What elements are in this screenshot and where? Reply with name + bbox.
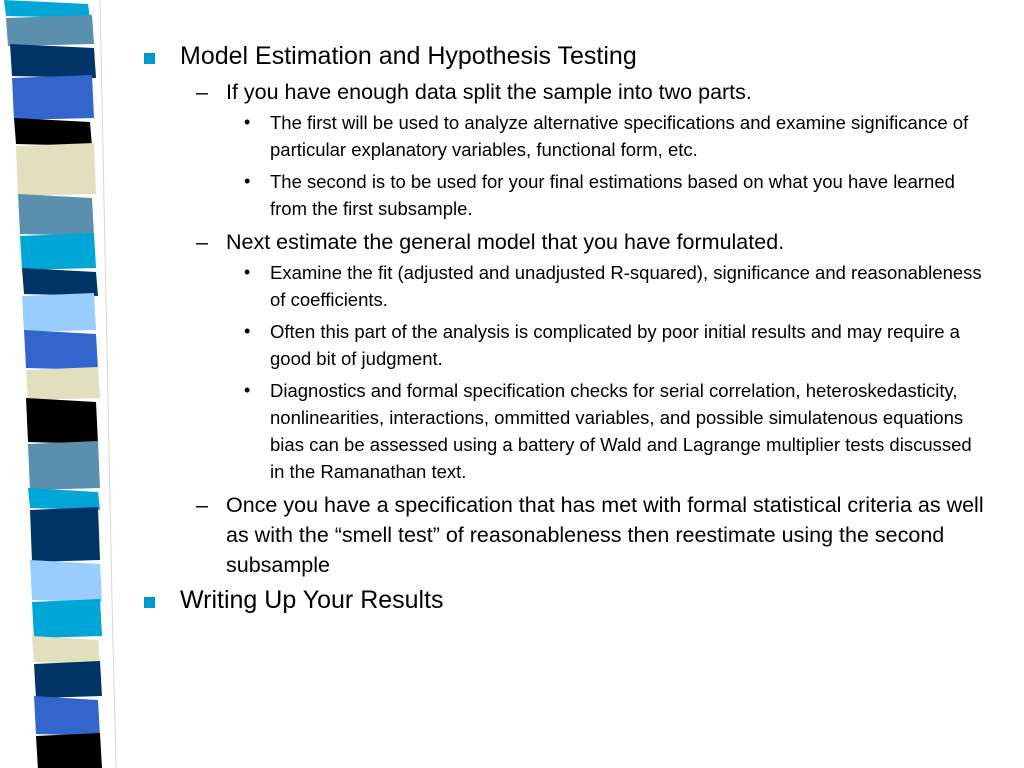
decorative-stripe-band (0, 0, 118, 768)
stripe-segment (32, 599, 102, 638)
sub-bullet-text: Once you have a specification that has met with formal statistical criteria as well as with the “smell test” of reasonableness then reestimate using the second subsample (226, 493, 984, 577)
stripe-segment (34, 696, 100, 736)
dot-bullet-icon: • (244, 262, 251, 282)
stripe-segment (28, 488, 100, 510)
dot-bullet-icon: • (244, 112, 251, 132)
stripe-segment (12, 75, 94, 120)
bullet-text: Model Estimation and Hypothesis Testing (180, 42, 637, 70)
bullet-text: Writing Up Your Results (180, 586, 444, 614)
sub-bullet-text: Next estimate the general model that you have formulated. (226, 230, 785, 254)
stripe-segment (30, 507, 100, 562)
slide-content (140, 40, 1000, 621)
stripe-segment (4, 0, 90, 18)
detail-bullet-examine-fit (140, 259, 990, 313)
sub-bullet-text: If you have enough data split the sample into two parts. (226, 80, 752, 104)
dot-bullet-icon: • (244, 380, 251, 400)
detail-bullet-text: Diagnostics and formal specification checks for serial correlation, heteroskedasticity, nonlinearities, interactions, ommitted variables, and possible simulatenous equations bias can be assessed using a battery of Wald and Lagrange multiplier tests discussed in the Ramanathan text. (270, 380, 972, 482)
stripe-segment (22, 293, 96, 332)
stripe-segment (18, 194, 94, 236)
stripe-segment (34, 661, 102, 698)
stripe-segment (14, 118, 92, 146)
detail-bullet-judgment (140, 318, 990, 372)
dot-bullet-icon: • (244, 321, 251, 341)
detail-bullet-text: The second is to be used for your final estimations based on what you have learned from the first subsample. (270, 171, 955, 219)
sub-bullet-general-model (140, 227, 1000, 257)
detail-bullet-text: Often this part of the analysis is complicated by poor initial results and may require a good bit of judgment. (270, 321, 960, 369)
stripe-segment (32, 636, 100, 664)
bullet-writing-up-results (140, 584, 1000, 617)
sub-bullet-reestimate (140, 490, 1000, 580)
dash-bullet-icon: – (196, 493, 208, 517)
detail-bullet-diagnostics (140, 377, 990, 485)
stripe-segment (10, 44, 96, 78)
stripe-segment (28, 441, 100, 490)
sub-bullet-split-sample (140, 77, 1000, 107)
stripe-segment (22, 268, 98, 296)
stripe-segment (6, 15, 94, 46)
stripe-segment (24, 330, 98, 370)
dash-bullet-icon: – (196, 230, 208, 254)
stripe-segment (26, 398, 98, 444)
stripe-edge-line (100, 0, 116, 768)
dot-bullet-icon: • (244, 171, 251, 191)
bullet-model-estimation (140, 40, 1000, 73)
detail-bullet-text: The first will be used to analyze alternative specifications and examine significance of particular explanatory variables, functional form, etc. (270, 112, 969, 160)
square-bullet-icon (144, 53, 155, 64)
detail-bullet-text: Examine the fit (adjusted and unadjusted R-squared), significance and reasonableness of coefficients. (270, 262, 982, 310)
detail-bullet-second-subsample (140, 168, 990, 222)
stripe-segment (20, 233, 96, 270)
square-bullet-icon (144, 597, 155, 608)
stripe-segment (26, 367, 100, 400)
stripe-segment (16, 143, 96, 196)
detail-bullet-first-subsample (140, 109, 990, 163)
stripe-segment (36, 733, 102, 768)
stripe-band-graphic (0, 0, 118, 768)
stripe-segment (30, 560, 102, 602)
dash-bullet-icon: – (196, 80, 208, 104)
